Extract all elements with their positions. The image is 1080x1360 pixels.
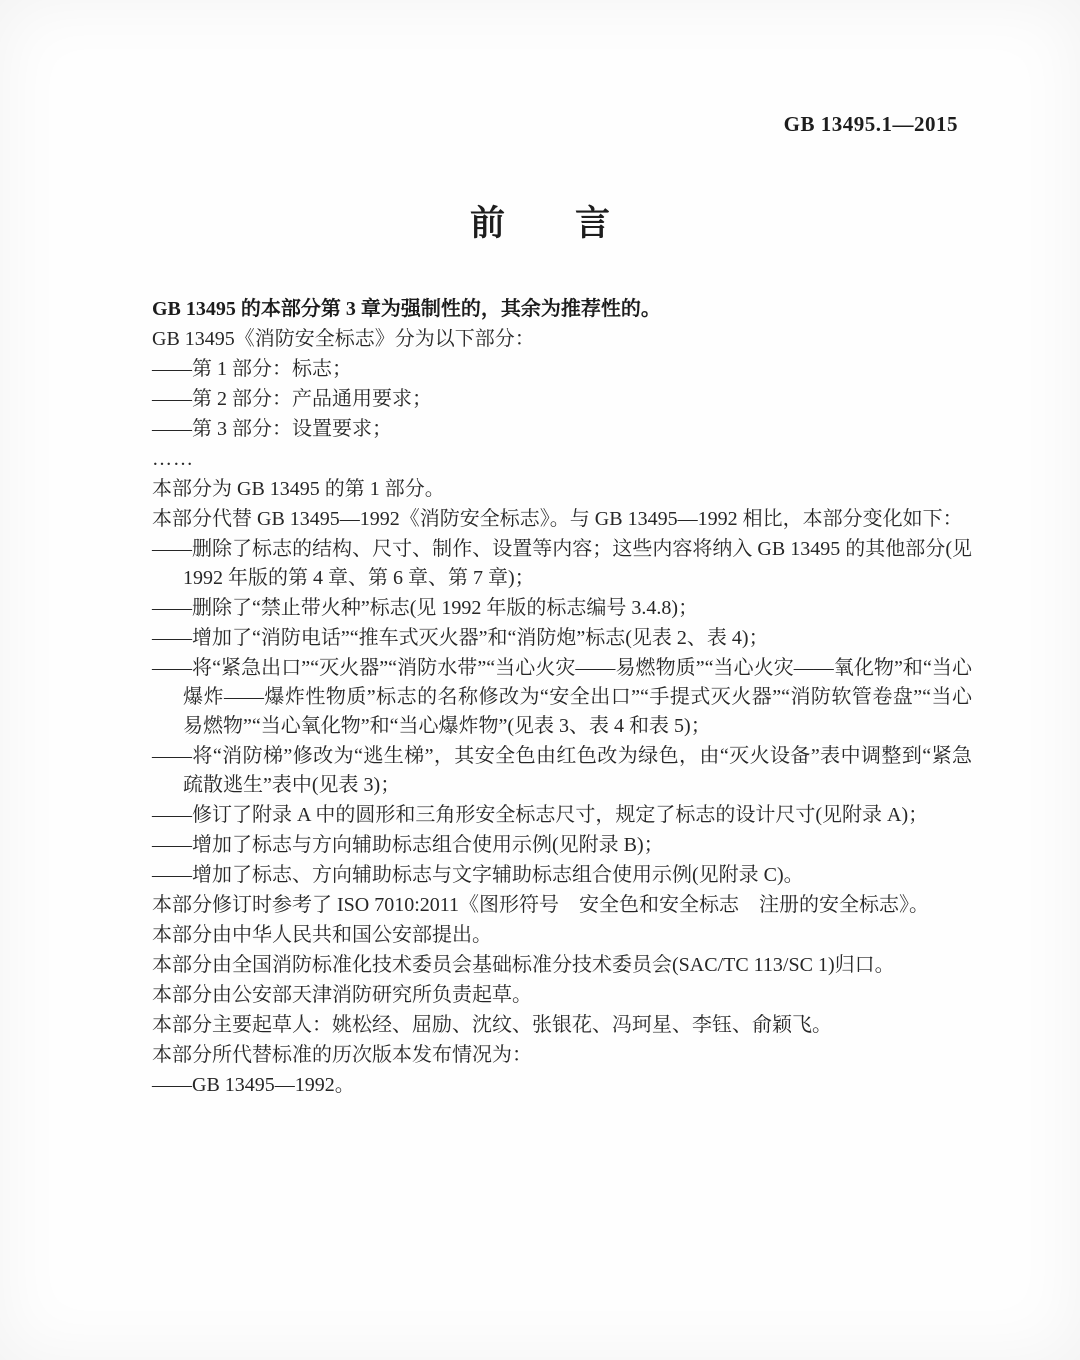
change-item-8: ——增加了标志、方向辅助标志与文字辅助标志组合使用示例(见附录 C)。: [152, 864, 804, 886]
this-part-statement: 本部分为 GB 13495 的第 1 部分。: [152, 478, 445, 500]
previous-edition-item: ——GB 13495—1992。: [152, 1074, 355, 1096]
change-item-1: ——删除了标志的结构、尺寸、制作、设置等内容；这些内容将纳入 GB 13495 的其他部分(见 1992 年版的第 4 章、第 6 章、第 7 章)；: [152, 538, 972, 589]
drafted-by: 本部分由公安部天津消防研究所负责起草。: [152, 984, 532, 1006]
change-item-2: ——删除了“禁止带火种”标志(见 1992 年版的标志编号 3.4.8)；: [152, 597, 699, 619]
standard-number: GB 13495.1—2015: [783, 112, 958, 136]
part-item-1: ——第 1 部分：标志；: [152, 358, 352, 380]
change-item-5: ——将“消防梯”修改为“逃生梯”，其安全色由红色改为绿色，由“灭火设备”表中调整到“紧急疏散逃生”表中(见表 3)；: [152, 745, 972, 796]
proposed-by: 本部分由中华人民共和国公安部提出。: [152, 924, 492, 946]
change-item-3: ——增加了“消防电话”“推车式灭火器”和“消防炮”标志(见表 2、表 4)；: [152, 627, 769, 649]
iso-reference: 本部分修订时参考了 ISO 7010:2011《图形符号 安全色和安全标志 注册的安全标志》。: [152, 894, 930, 916]
change-item-4: ——将“紧急出口”“灭火器”“消防水带”“当心火灾——易燃物质”“当心火灾——氧化物”和“当心爆炸——爆炸性物质”标志的名称修改为“安全出口”“手提式灭火器”“消防软管卷盘”“当心易燃物”“当心氧化物”和“当心爆炸物”(见表 3、表 4 和表 5)；: [152, 657, 972, 737]
page-title: 前 言: [469, 204, 610, 243]
previous-editions-intro: 本部分所代替标准的历次版本发布情况为：: [152, 1044, 532, 1066]
drafters-list: 本部分主要起草人：姚松经、屈励、沈纹、张银花、冯珂星、李钰、俞颖飞。: [152, 1014, 832, 1036]
parts-ellipsis: ……: [152, 448, 194, 470]
replacement-statement: 本部分代替 GB 13495—1992《消防安全标志》。与 GB 13495—1992 相比，本部分变化如下：: [152, 508, 963, 530]
centralized-by: 本部分由全国消防标准化技术委员会基础标准分技术委员会(SAC/TC 113/SC 1)归口。: [152, 954, 895, 976]
compulsory-clause-note: GB 13495 的本部分第 3 章为强制性的，其余为推荐性的。: [152, 298, 661, 320]
parts-intro: GB 13495《消防安全标志》分为以下部分：: [152, 328, 535, 350]
change-item-6: ——修订了附录 A 中的圆形和三角形安全标志尺寸，规定了标志的设计尺寸(见附录 A)；: [152, 804, 929, 826]
part-item-3: ——第 3 部分：设置要求；: [152, 418, 392, 440]
part-item-2: ——第 2 部分：产品通用要求；: [152, 388, 432, 410]
foreword-body: [152, 295, 972, 1101]
change-item-7: ——增加了标志与方向辅助标志组合使用示例(见附录 B)；: [152, 834, 664, 856]
